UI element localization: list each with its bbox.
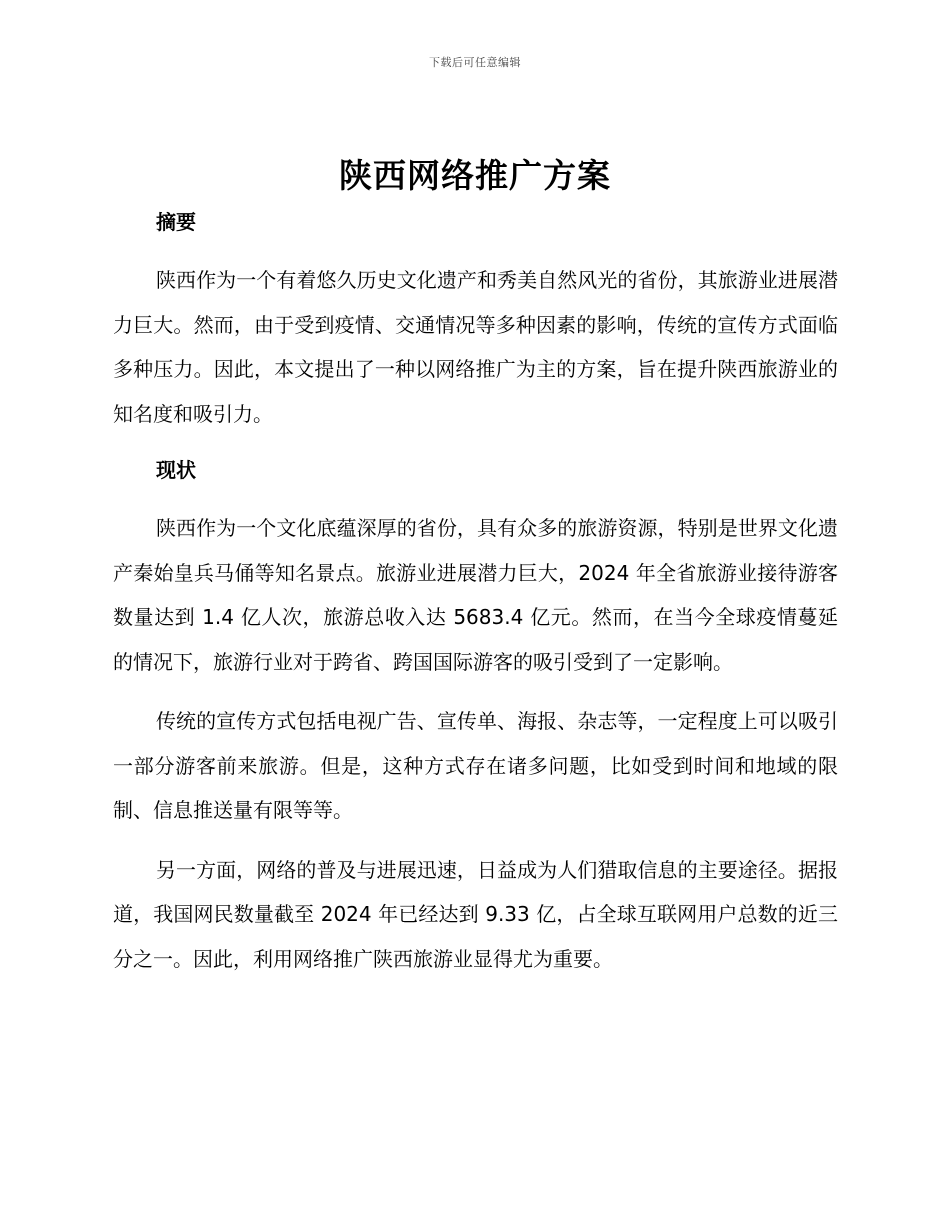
section-status <box>113 454 838 981</box>
document-title: 陕西网络推广方案 <box>339 156 611 195</box>
section-heading-status: 现状 <box>156 458 196 482</box>
paragraph: 陕西作为一个文化底蕴深厚的省份，具有众多的旅游资源，特别是世界文化遗产秦始皇兵马俑等知名景点。旅游业进展潜力巨大，2024 年全省旅游业接待游客数量达到 1.4 亿人次，旅游总收入达 5683.4 亿元。然而，在当今全球疫情蔓延的情况下，旅游行业对于跨省、跨国国际游客的吸引受到了一定影响。 <box>113 516 838 674</box>
section-abstract <box>113 206 838 436</box>
paragraph: 另一方面，网络的普及与进展迅速，日益成为人们猎取信息的主要途径。据报道，我国网民数量截至 2024 年已经达到 9.33 亿，占全球互联网用户总数的近三分之一。因此，利用网络推广陕西旅游业显得尤为重要。 <box>113 857 838 971</box>
paragraph: 传统的宣传方式包括电视广告、宣传单、海报、杂志等，一定程度上可以吸引一部分游客前来旅游。但是，这种方式存在诸多问题，比如受到时间和地域的限制、信息推送量有限等等。 <box>113 709 838 822</box>
section-heading-abstract: 摘要 <box>156 210 196 234</box>
page-header-note: 下载后可任意编辑 <box>429 56 521 69</box>
paragraph: 陕西作为一个有着悠久历史文化遗产和秀美自然风光的省份，其旅游业进展潜力巨大。然而，由于受到疫情、交通情况等多种因素的影响，传统的宣传方式面临多种压力。因此，本文提出了一种以网络推广为主的方案，旨在提升陕西旅游业的知名度和吸引力。 <box>113 268 838 426</box>
document-body <box>113 206 838 981</box>
